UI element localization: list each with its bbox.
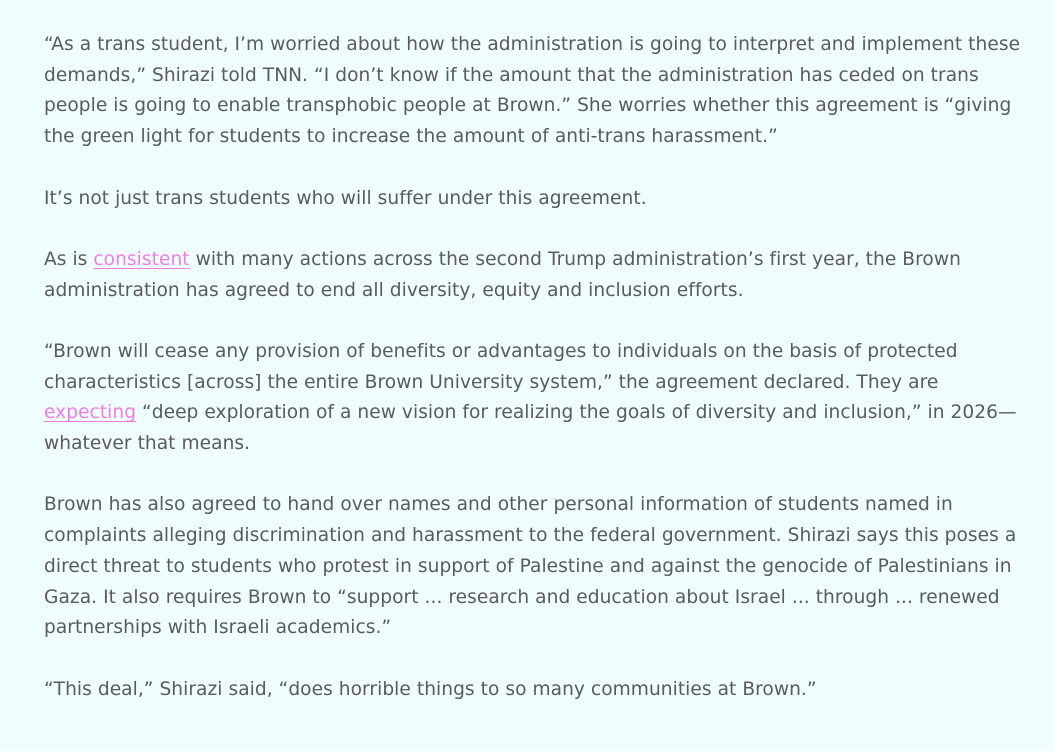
text-span: “Brown will cease any provision of benefits or advantages to individuals on the basis of protected characteristics [across] the entire Brown University system,” the agreement declared. They are [44, 340, 958, 393]
link-consistent[interactable]: consistent [93, 248, 190, 270]
paragraph-dei-end [44, 245, 1034, 306]
text-span: “deep exploration of a new vision for realizing the goals of diversity and inclusion,” in 2026—whatever that means. [44, 402, 1017, 455]
paragraph-not-just-trans: It’s not just trans students who will suffer under this agreement. [44, 187, 647, 209]
paragraph-agreement-quote [44, 337, 1034, 460]
link-expecting[interactable]: expecting [44, 402, 137, 424]
paragraph-shirazi-quote: “As a trans student, I’m worried about how the administration is going to interpret and implement these demands,” Shirazi told TNN. “I don’t know if the amount that the administration has ceded on trans people is going to enable transphobic people at Brown.” She worries whether this agreement is “giving the green light for students to increase the amount of anti-trans harassment.” [44, 34, 1021, 148]
paragraph-deal-quote: “This deal,” Shirazi said, “does horrible things to so many communities at Brown.” [44, 678, 817, 700]
text-span: As is [44, 248, 94, 270]
text-span: with many actions across the second Trump administration’s first year, the Brown administration has agreed to end all diversity, equity and inclusion efforts. [44, 248, 961, 301]
article-body [44, 30, 1034, 736]
paragraph-personal-info: Brown has also agreed to hand over names and other personal information of students named in complaints alleging discrimination and harassment to the federal government. Shirazi says this poses a direct threat to students who protest in support of Palestine and against the genocide of Palestinians in Gaza. It also requires Brown to “support ... research and education about Israel ... through ... renewed partnerships with Israeli academics.” [44, 494, 1017, 639]
